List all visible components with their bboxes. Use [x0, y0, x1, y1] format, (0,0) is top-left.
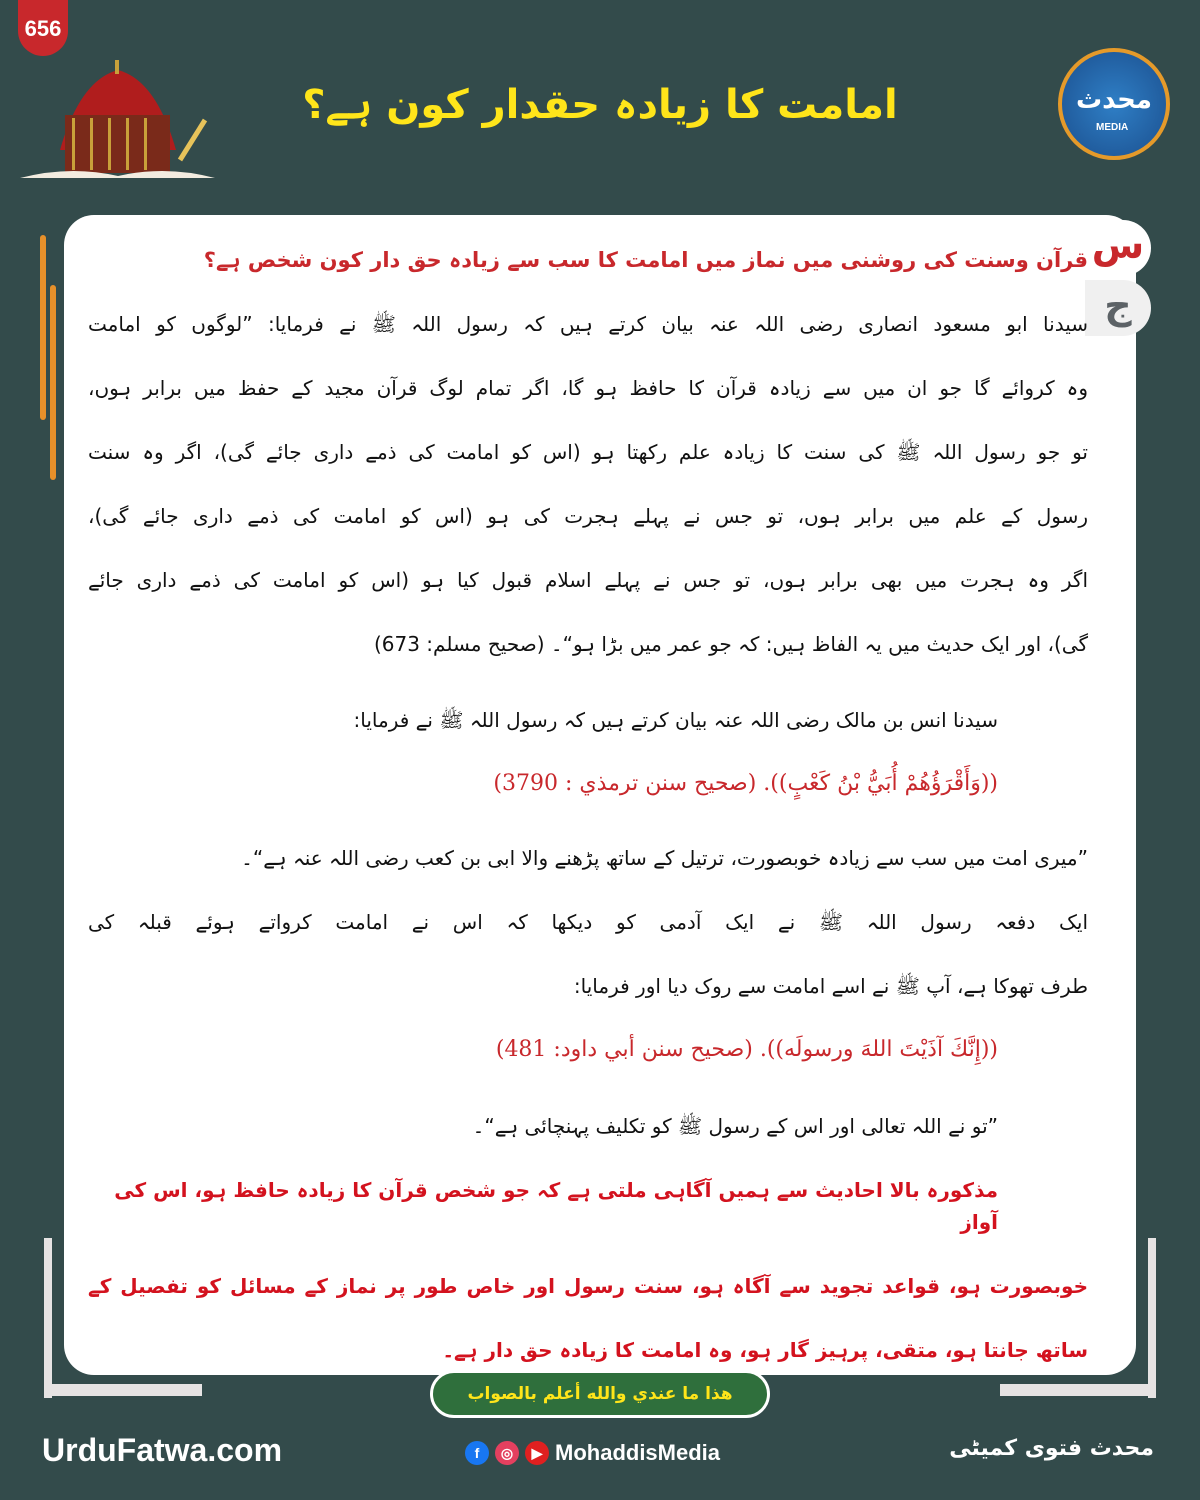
frame-bracket	[1000, 1384, 1156, 1396]
decorative-bar	[40, 235, 46, 420]
social-handle[interactable]: MohaddisMedia	[555, 1440, 721, 1465]
answer-line: ”تو نے اللہ تعالی اور اس کے رسول ﷺ کو تکلیف پہنچائی ہے“۔	[472, 1114, 998, 1138]
answer-line: طرف تھوکا ہے، آپ ﷺ نے اسے امامت سے روک دیا اور فرمایا:	[573, 974, 1088, 998]
answer-tab: ج	[1085, 280, 1151, 336]
page-title: امامت کا زیادہ حقدار کون ہے؟	[302, 82, 898, 128]
answer-line: ”میری امت میں سب سے زیادہ خوبصورت، ترتیل کے ساتھ پڑھنے والا ابی بن کعب رضی اللہ عنہ ہے“۔	[241, 846, 1088, 870]
question-tab: س	[1085, 220, 1151, 276]
frame-bracket	[44, 1384, 202, 1396]
arabic-hadith: ((وَأَقْرَؤُهُمْ أُبَيُّ بْنُ كَعْبٍ)). (صحيح سنن ترمذي : 3790)	[493, 771, 998, 796]
conclusion-line: خوبصورت ہو، قواعد تجوید سے آگاہ ہو، سنت رسول اور خاص طور پر نماز کے مسائل کو تفصیل کے	[88, 1274, 1088, 1298]
conclusion-line: ساتھ جانتا ہو، متقی، پرہیز گار ہو، وہ امامت کا زیادہ حق دار ہے۔	[442, 1338, 1088, 1362]
question-text: قرآن وسنت کی روشنی میں نماز میں امامت کا سب سے زیادہ حق دار کون شخص ہے؟	[203, 248, 1088, 272]
answer-line: ایک دفعہ رسول اللہ ﷺ نے ایک آدمی کو دیکھا کہ اس نے امامت کرواتے ہوئے قبلہ کی	[88, 910, 1088, 934]
answer-line: گی)، اور ایک حدیث میں یہ الفاظ ہیں: کہ جو عمر میں بڑا ہو“۔ (صحیح مسلم: 673)	[373, 632, 1088, 656]
answer-line: سیدنا انس بن مالک رضی اللہ عنہ بیان کرتے ہیں کہ رسول اللہ ﷺ نے فرمایا:	[353, 708, 998, 732]
logo-subtext: MEDIA	[1096, 122, 1129, 133]
answer-line: تو جو رسول اللہ ﷺ کی سنت کا زیادہ علم رکھتا ہو (اس کو امامت کی ذمے داری جائے گی)، اگر وہ سنت	[88, 440, 1088, 464]
committee-name: محدث فتوی کمیٹی	[949, 1436, 1154, 1461]
facebook-icon[interactable]: f	[465, 1441, 489, 1465]
books-illustration	[20, 60, 215, 182]
answer-line: سیدنا ابو مسعود انصاری رضی اللہ عنہ بیان کرتے ہیں کہ رسول اللہ ﷺ نے فرمایا: ”لوگوں کو امامت	[88, 312, 1088, 336]
frame-bracket	[44, 1238, 52, 1398]
frame-bracket	[1148, 1238, 1156, 1398]
social-links	[465, 1440, 720, 1466]
logo-text: محدث	[1076, 85, 1152, 115]
youtube-icon[interactable]: ▶	[525, 1441, 549, 1465]
answer-line: رسول کے علم میں برابر ہوں، تو جس نے پہلے ہجرت کی ہو (اس کو امامت کی ذمے داری جائے گی)،	[88, 504, 1088, 528]
closing-remark: هذا ما عندي والله أعلم بالصواب	[430, 1370, 770, 1418]
answer-line: اگر وہ ہجرت میں بھی برابر ہوں، تو جس نے پہلے اسلام قبول کیا ہو (اس کو امامت کی ذمے داری جائے	[88, 568, 1088, 592]
post-number-badge: 656	[18, 0, 68, 56]
answer-line: وہ کروائے گا جو ان میں سے زیادہ قرآن کا حافظ ہو گا، اگر تمام لوگ قرآن مجید کے حفظ میں برابر ہوں،	[88, 376, 1088, 400]
mohaddis-media-logo	[1058, 48, 1170, 160]
arabic-hadith: ((إِنَّكَ آذَيْتَ اللهَ ورسولَه)). (صحيح سنن أبي داود: 481)	[495, 1037, 998, 1062]
instagram-icon[interactable]: ◎	[495, 1441, 519, 1465]
fatwa-content	[88, 228, 1088, 1382]
decorative-bar	[50, 285, 56, 480]
website-link[interactable]: UrduFatwa.com	[42, 1432, 283, 1468]
conclusion-line: مذکورہ بالا احادیث سے ہمیں آگاہی ملتی ہے کہ جو شخص قرآن کا زیادہ حافظ ہو، اس کی آواز	[114, 1178, 998, 1234]
